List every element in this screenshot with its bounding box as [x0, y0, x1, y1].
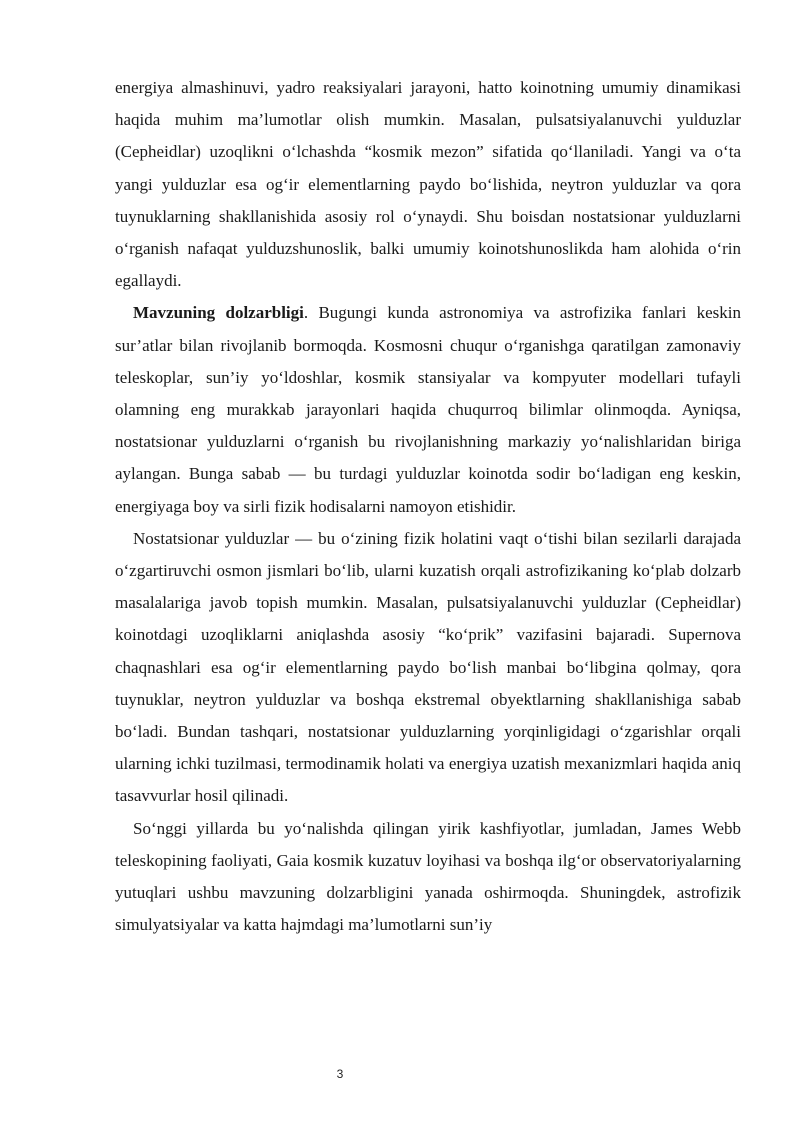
paragraph-text: energiya almashinuvi, yadro reaksiyalari jarayoni, hatto koinotning umumiy dinamikasi haqida muhim ma’lumotlar olish mumkin. Masalan, pulsatsiyalanuvchi yulduzlar (Cepheidlar) uzoqlikni o‘lchashda “kosmik mezon” sifatida qo‘llaniladi. Yangi va o‘ta yangi yulduzlar esa og‘ir elementlarning paydo bo‘lishida, neytron yulduzlar va qora tuynuklarning shakllanishida asosiy rol o‘ynaydi. Shu boisdan nostatsionar yulduzlarni o‘rganish nafaqat yulduzshunoslik, balki umumiy koinotshunoslikda ham alohida o‘rin egallaydi.	[115, 78, 741, 291]
paragraph-text: . Bugungi kunda astronomiya va astrofizika fanlari keskin sur’atlar bilan rivojlanib bormoqda. Kosmosni chuqur o‘rganishga qaratilgan zamonaviy teleskoplar, sun’iy yo‘ldoshlar, kosmik stansiyalar va kompyuter modellari tufayli olamning eng murakkab jarayonlari haqida chuqurroq bilimlar olinmoqda. Ayniqsa, nostatsionar yulduzlarni o‘rganish bu rivojlanishning markaziy yo‘nalishlaridan biriga aylangan. Bunga sabab — bu turdagi yulduzlar koinotda sodir bo‘ladigan eng keskin, energiyaga boy va sirli fizik hodisalarni namoyon etishidir.	[115, 303, 741, 516]
paragraph-nonstationary-stars	[115, 523, 741, 813]
paragraph-text: So‘nggi yillarda bu yo‘nalishda qilingan yirik kashfiyotlar, jumladan, James Webb teleskopining faoliyati, Gaia kosmik kuzatuv loyihasi va boshqa ilg‘or observatoriyalarning yutuqlari ushbu mavzuning dolzarbligini yanada oshirmoqda. Shuningdek, astrofizik simulyatsiyalar va katta hajmdagi ma’lumotlarni sun’iy	[115, 818, 741, 935]
section-heading-relevance: Mavzuning dolzarbligi	[133, 303, 304, 323]
paragraph-continuation	[115, 72, 741, 297]
page-body	[115, 72, 741, 941]
paragraph-relevance	[115, 297, 741, 522]
paragraph-text: Nostatsionar yulduzlar — bu o‘zining fizik holatini vaqt o‘tishi bilan sezilarli darajada o‘zgartiruvchi osmon jismlari bo‘lib, ularni kuzatish orqali astrofizikaning ko‘plab dolzarb masalalariga javob topish mumkin. Masalan, pulsatsiyalanuvchi yulduzlar (Cepheidlar) koinotdagi uzoqliklarni aniqlashda asosiy “ko‘prik” vazifasini bajaradi. Supernova chaqnashlari esa og‘ir elementlarning paydo bo‘lish manbai bo‘libgina qolmay, qora tuynuklar, neytron yulduzlar va boshqa ekstremal obyektlarning shakllanishiga sabab bo‘ladi. Bundan tashqari, nostatsionar yulduzlarning yorqinligidagi o‘zgarishlar orqali ularning ichki tuzilmasi, termodinamik holati va energiya uzatish mexanizmlari haqida aniq tasavvurlar hosil qilinadi.	[115, 528, 741, 806]
paragraph-recent-discoveries	[115, 813, 741, 942]
page-number: 3	[336, 1067, 344, 1081]
